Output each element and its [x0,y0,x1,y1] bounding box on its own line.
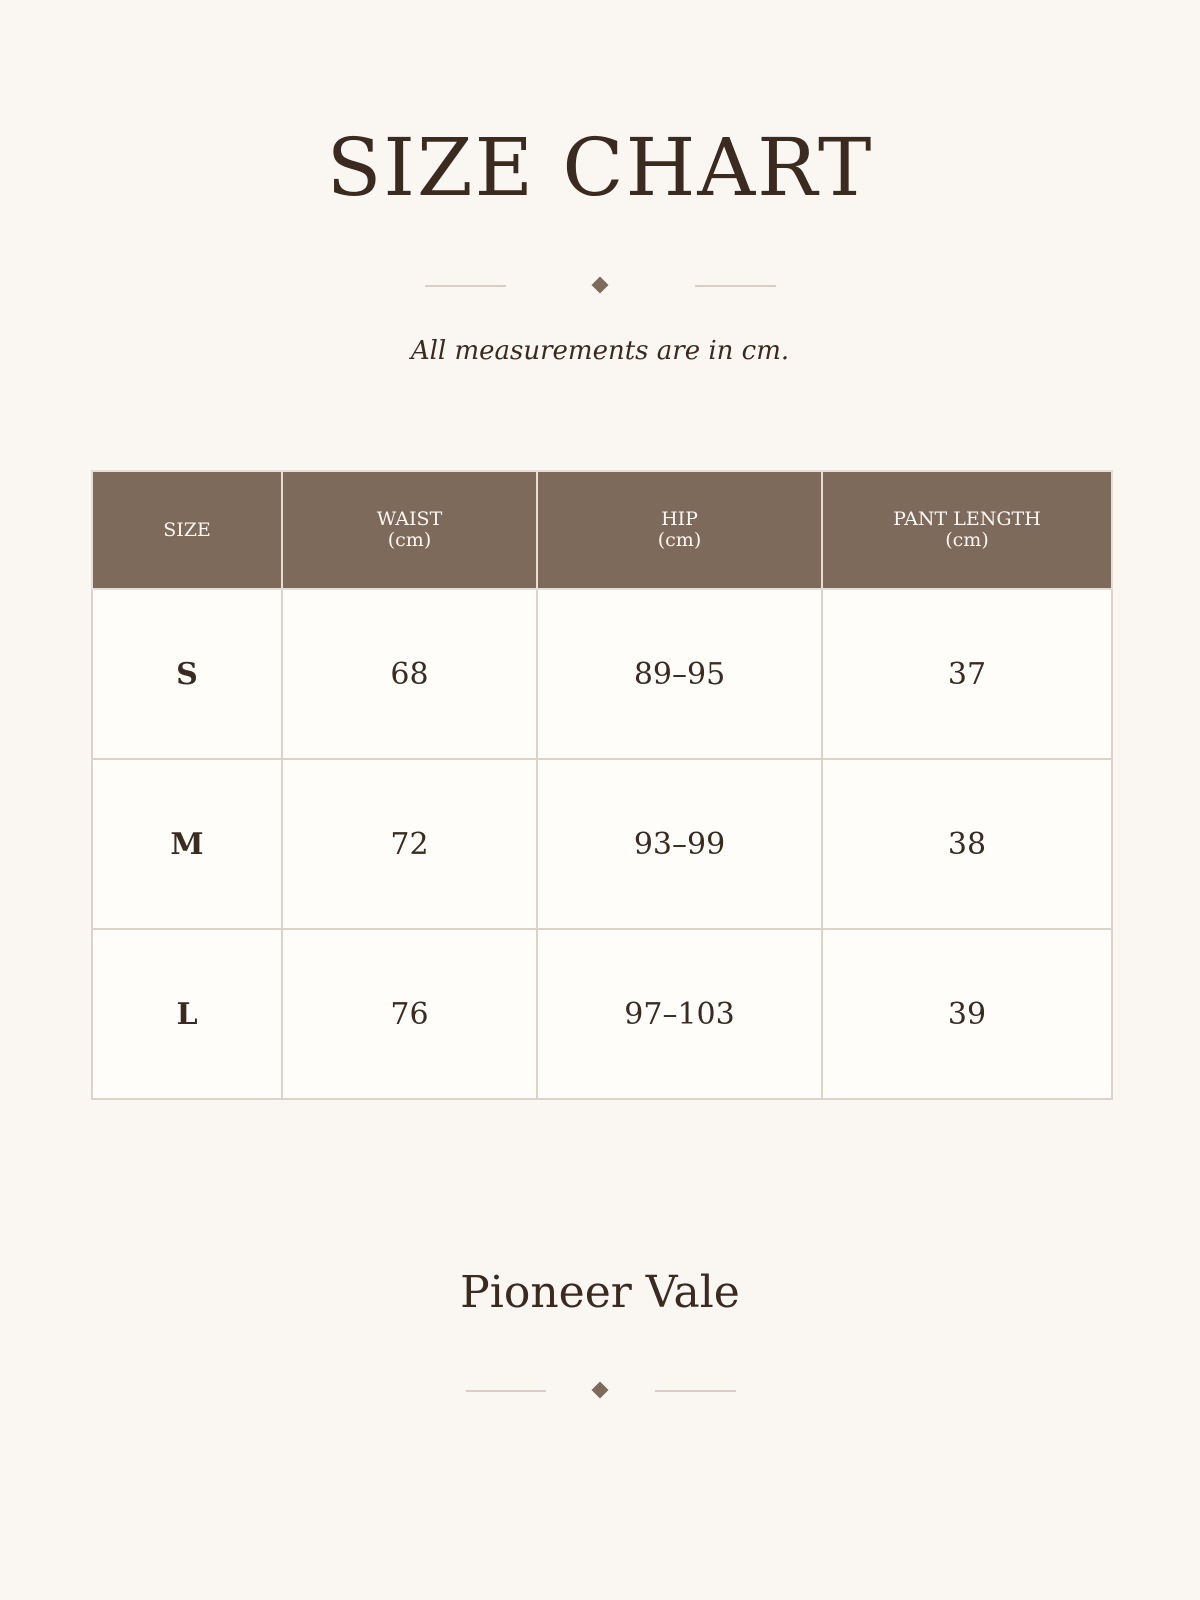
hip-cell: 93–99 [537,759,822,929]
header-hip-label: HIP [661,508,698,530]
divider-line-left [425,285,506,287]
diamond-icon [592,1382,609,1399]
diamond-icon [592,277,609,294]
bottom-ornament-divider [0,1381,1200,1401]
size-cell: S [92,589,282,759]
waist-cell: 76 [282,929,537,1099]
table-row [92,759,1112,929]
divider-line-right [695,285,776,287]
header-pant-length-unit: (cm) [945,529,989,551]
divider-line-right [655,1390,736,1392]
divider-line-left [466,1390,546,1392]
header-hip-unit: (cm) [657,529,702,551]
header-size [92,471,282,589]
top-ornament-divider [0,276,1200,296]
pant-length-cell: 38 [822,759,1112,929]
waist-cell: 72 [282,759,537,929]
brand-name: Pioneer Vale [460,1267,740,1318]
hip-cell: 97–103 [537,929,822,1099]
measurement-note: All measurements are in cm. [410,336,790,366]
size-chart-table-container [91,470,1111,1100]
size-cell: M [92,759,282,929]
header-waist-label: WAIST [376,508,443,530]
header-waist-unit: (cm) [387,529,432,551]
table-header-row [92,471,1112,589]
header-waist [282,471,537,589]
header-hip [537,471,822,589]
waist-cell: 68 [282,589,537,759]
hip-cell: 89–95 [537,589,822,759]
table-row [92,929,1112,1099]
page-title: SIZE CHART [326,121,874,214]
header-pant-length-label: PANT LENGTH [893,508,1041,530]
size-cell: L [92,929,282,1099]
pant-length-cell: 39 [822,929,1112,1099]
header-size-label: SIZE [163,518,211,541]
table-row [92,589,1112,759]
pant-length-cell: 37 [822,589,1112,759]
header-pant-length [822,471,1112,589]
size-chart-table [91,470,1113,1100]
